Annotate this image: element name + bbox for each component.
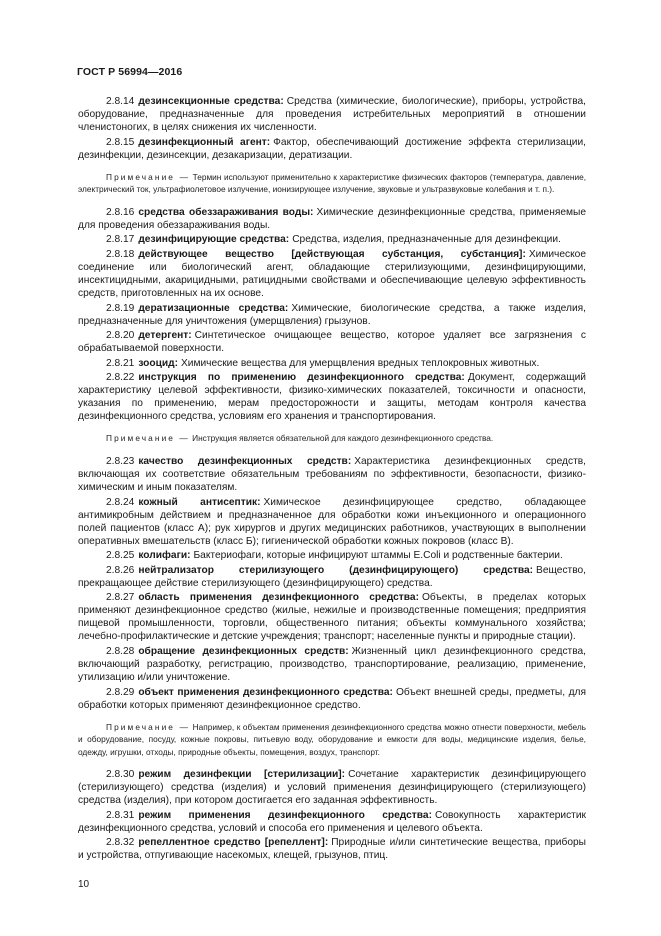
term-definition: Средства (химические, биологические), приборы, устройства, оборудование, предназначенные для проведения истребительных мероприятий в отношении членистоногих, в целях снижения их численности.: [78, 96, 586, 133]
term-entry: [78, 645, 586, 684]
term-number: 2.8.30: [106, 769, 135, 781]
term-definition: Характеристика дезинфекционных средств, включающая их соответствие обязательным требованиям по эффективности, безопасности, физико-химическим и иным показателям.: [78, 455, 586, 493]
term-name: нейтрализатор стерилизующего (дезинфицирующего) средства:: [138, 564, 534, 576]
term-number: 2.8.21: [106, 357, 135, 369]
term-number: 2.8.28: [106, 645, 135, 657]
term-entry: [78, 248, 586, 300]
term-entry: [78, 455, 586, 494]
term-entry: [78, 95, 586, 134]
note-label: Примечание —: [106, 721, 191, 732]
term-number: 2.8.31: [106, 809, 135, 821]
term-entry: [78, 564, 586, 590]
term-entry: [78, 591, 586, 643]
term-number: 2.8.20: [106, 330, 135, 342]
term-definition: Жизненный цикл дезинфекционного средства, включающий разработку, регистрацию, производство, транспортирование, реализацию, применение, утилизацию и/или уничтожение.: [78, 645, 586, 683]
term-definition: Документ, содержащий характеристику целевой эффективности, физико-химических показателей, токсичности и опасности, указания по применению, мерам предосторожности и защиты, методам контроля качества дезинфекционного средства, условиям его хранения и транспортирования.: [78, 372, 586, 423]
page-number: 10: [78, 879, 90, 890]
term-definition: Объект внешней среды, предметы, для обработки которых применяют дезинфекционное средство.: [78, 686, 586, 711]
term-entry: [78, 549, 586, 562]
term-name: режим применения дезинфекционного средства:: [138, 809, 432, 821]
term-name: репеллентное средство [репеллент]:: [138, 837, 329, 849]
term-name: режим дезинфекции [стерилизации]:: [138, 769, 346, 781]
term-number: 2.8.22: [106, 372, 135, 384]
term-entry: [78, 136, 586, 162]
note: [78, 432, 586, 445]
term-entry: [78, 206, 586, 232]
term-entry: [78, 357, 586, 370]
term-name: дезинфекционный агент:: [138, 136, 271, 148]
term-name: детергент:: [138, 330, 192, 342]
term-name: зооцид:: [138, 357, 178, 369]
term-entry: [78, 329, 586, 355]
note: [78, 721, 586, 759]
term-definition: Химические дезинфекционные средства, применяемые для проведения обеззараживания воды.: [78, 206, 586, 231]
term-entry: [78, 836, 586, 862]
document-body: [78, 95, 586, 864]
term-number: 2.8.25: [106, 550, 135, 562]
term-definition: Бактериофаги, которые инфицируют штаммы E.Coli и родственные бактерии.: [193, 550, 563, 562]
term-number: 2.8.26: [106, 564, 135, 576]
term-definition: Химическое дезинфицирующее средство, обладающее антимикробным действием и предназначенное для обработки кожи инъекционного и операционного полей пациентов (класс А); рук хирургов и других медицинских работников, участвующих в выполнении оперативных вмешательств (класс Б); гигиенической обработки кожных покровов (класс В).: [78, 496, 586, 547]
term-name: качество дезинфекционных средств:: [138, 455, 352, 467]
term-number: 2.8.24: [106, 496, 135, 508]
term-definition: Сочетание характеристик дезинфицирующего (стерилизующего) средства (изделия) и условий применения дезинфицирующего (стерилизующего) средства (изделия), при котором достигается его заданная эффективность.: [78, 769, 587, 807]
term-number: 2.8.15: [106, 136, 135, 148]
term-name: объект применения дезинфекционного средства:: [138, 686, 393, 698]
term-definition: Вещество, прекращающее действие стерилизующего (дезинфицирующего) средства.: [78, 564, 586, 589]
term-name: обращение дезинфекционных средств:: [138, 645, 349, 657]
term-entry: [78, 768, 586, 807]
term-entry: [78, 371, 586, 423]
term-entry: [78, 809, 586, 835]
term-definition: Фактор, обеспечивающий достижение эффекта стерилизации, дезинфекции, дезинсекции, дезакаризации, дератизации.: [78, 136, 586, 161]
term-definition: Химические, биологические средства, а также изделия, предназначенные для уничтожения (умерщвления) грызунов.: [78, 302, 586, 327]
term-name: инструкция по применению дезинфекционного средства:: [138, 372, 465, 384]
term-definition: Природные и/или синтетические вещества, приборы и устройства, отпугивающие насекомых, клещей, грызунов, птиц.: [78, 837, 586, 862]
term-entry: [78, 302, 586, 328]
term-number: 2.8.27: [106, 592, 135, 604]
note-label: Примечание —: [106, 433, 190, 444]
term-number: 2.8.16: [106, 206, 135, 218]
term-definition: Объекты, в пределах которых применяют дезинфекционное средство (жилые, нежилые и производственные помещения; предприятия пищевой промышленности, торговли, общественного питания; объекты коммунального хозяйства; лечебно-профилактические и детские учреждения; транспорт; населенные пункты и природные стации).: [78, 592, 586, 643]
term-name: дератизационные средства:: [138, 302, 289, 314]
term-number: 2.8.32: [106, 837, 135, 849]
term-entry: [78, 496, 586, 548]
note-text: Инструкция является обязательной для каждого дезинфекционного средства.: [192, 433, 494, 444]
note-label: Примечание —: [106, 171, 191, 182]
term-entry: [78, 686, 586, 712]
term-name: дезинсекционные средства:: [138, 96, 284, 107]
standard-header: ГОСТ Р 56994—2016: [77, 66, 183, 78]
term-name: колифаги:: [138, 550, 191, 562]
term-name: дезинфицирующие средства:: [138, 234, 290, 246]
term-definition: Химическое соединение или биологический агент, обладающие стерилизующими, дезинфицирующими, инсектицидными, акарицидными, ратицидными свойствами и обеспечивающие целевую эффективность средств, приготовленных на их основе.: [78, 248, 586, 299]
note-text: Например, к объектам применения дезинфекционного средства можно отнести поверхности, мебель и оборудование, посуду, кожные покровы, питьевую воду, оборудование и емкости для воды, медицинские изделия, белье, одежду, игрушки, отходы, природные объекты, помещения, воздух, транспорт.: [78, 721, 586, 757]
term-number: 2.8.17: [106, 234, 135, 246]
term-name: действующее вещество [действующая субстанция, субстанция]:: [138, 248, 526, 260]
term-number: 2.8.23: [106, 455, 135, 467]
term-number: 2.8.18: [106, 248, 135, 260]
term-definition: Средства, изделия, предназначенные для дезинфекции.: [292, 234, 561, 246]
note: [78, 171, 586, 196]
term-name: кожный антисептик:: [138, 496, 261, 508]
term-definition: Совокупность характеристик дезинфекционного средства, условий и способа его применения и целевого объекта.: [78, 809, 586, 834]
term-definition: Химические вещества для умерщвления вредных теплокровных животных.: [180, 357, 540, 369]
term-number: 2.8.29: [106, 686, 135, 698]
term-number: 2.8.14: [106, 96, 135, 107]
term-name: область применения дезинфекционного средства:: [138, 592, 419, 604]
term-definition: Синтетическое очищающее вещество, которое удаляет все загрязнения с обрабатываемой поверхности.: [78, 330, 586, 355]
term-entry: [78, 233, 586, 246]
term-number: 2.8.19: [106, 302, 135, 314]
note-text: Термин используют применительно к характеристике физических факторов (температура, давление, электрический ток, ультрафиолетовое излучение, ионизирующее излучение, звуковые и ультразвуковые колебания и т. п.).: [78, 171, 586, 195]
term-name: средства обеззараживания воды:: [138, 206, 314, 218]
